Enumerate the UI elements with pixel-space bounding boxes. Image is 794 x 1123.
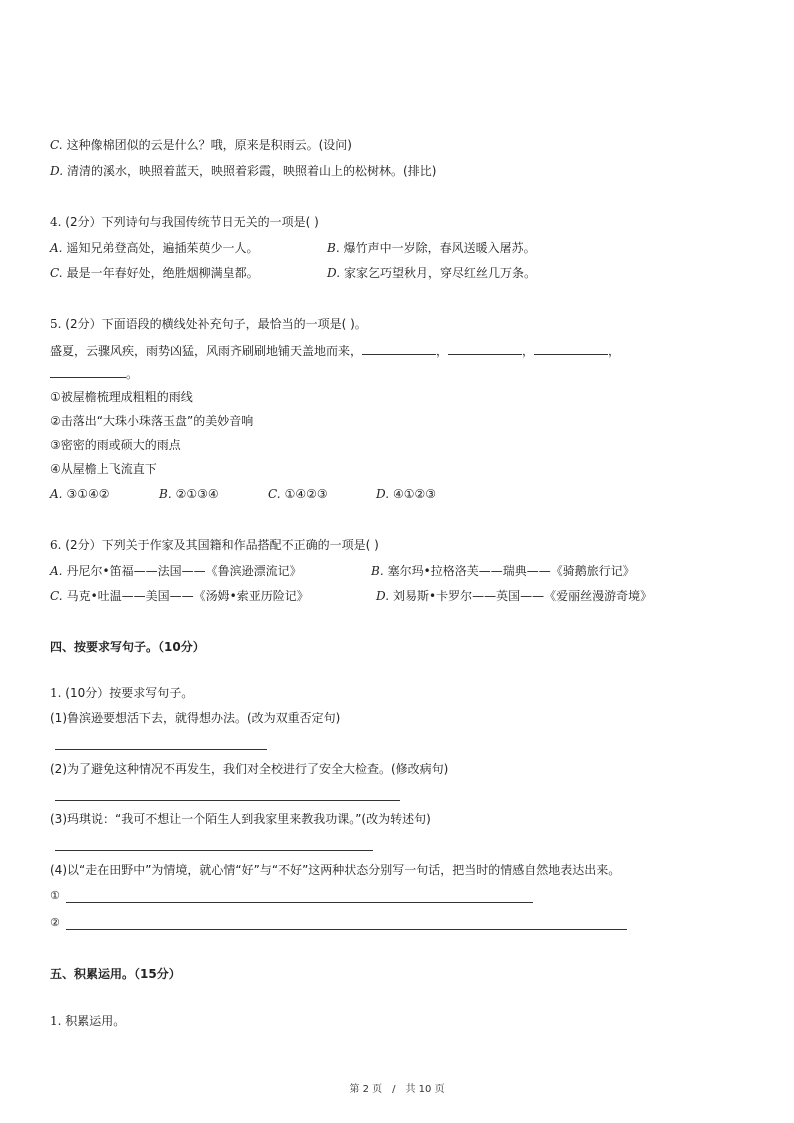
option-text: 家家乞巧望秋月，穿尽红丝几万条。 [344, 266, 537, 280]
option-text: 清清的溪水，映照着蓝天，映照着彩霞，映照着山上的松树林。(排比) [67, 164, 437, 178]
question-text: 积累运用。 [65, 1014, 126, 1028]
option-text: ③①④② [66, 487, 110, 501]
option-letter: A. [50, 241, 63, 255]
comma: ， [436, 344, 449, 358]
page-footer: 第 2 页 / 共 10 页 [349, 1084, 445, 1095]
q6-option-a [50, 563, 302, 579]
fill-blank-2 [448, 342, 522, 355]
question-number: 1. [50, 1014, 62, 1028]
option-text: 爆竹声中一岁除，春风送暖入屠苏。 [343, 241, 536, 255]
q4-option-a [50, 240, 259, 256]
sub-question-3: (3)玛琪说：“我可不想让一个陌生人到我家里来教我功课。”(改为转述句) [50, 812, 431, 826]
option-letter: C. [50, 589, 63, 603]
q4-option-c [50, 265, 259, 281]
option-text: ②①③④ [175, 487, 219, 501]
q4-option-d [327, 265, 536, 281]
question-number: 5. [50, 317, 62, 331]
option-letter: C. [50, 138, 63, 152]
option-letter: C. [268, 487, 281, 501]
answer-line-3 [55, 850, 373, 851]
q5-stem [50, 316, 367, 332]
option-text: 马克•吐温——美国——《汤姆•索亚历险记》 [66, 589, 309, 603]
q3-option-c [50, 137, 352, 153]
q5-item: ①被屋檐梳理成粗粗的雨线 [50, 390, 193, 404]
option-text: ④①②③ [393, 487, 437, 501]
answer-line-2 [55, 800, 400, 801]
q4-stem [50, 214, 319, 230]
option-letter: A. [50, 564, 63, 578]
answer-line-1 [55, 749, 267, 750]
period: 。 [126, 367, 139, 381]
option-text: 最是一年春好处，绝胜烟柳满皇都。 [66, 266, 259, 280]
answer-marker-1: ① [50, 889, 60, 902]
question-number: 6. [50, 538, 62, 552]
fill-blank-1 [362, 342, 436, 355]
question-text: (2分）下面语段的横线处补充句子，最恰当的一项是( )。 [65, 317, 367, 331]
sub-question-1: (1)鲁滨逊要想活下去，就得想办法。(改为双重否定句) [50, 711, 341, 725]
q5-item: ④从屋檐上飞流直下 [50, 462, 157, 476]
q5-item: ③密密的雨或硕大的雨点 [50, 438, 181, 452]
q5-passage [50, 342, 620, 359]
q5-item: ②击落出“大珠小珠落玉盘”的美妙音响 [50, 414, 254, 428]
fill-blank-3 [534, 342, 608, 355]
q6-option-c [50, 588, 309, 604]
option-text: 遥知兄弟登高处，遍插茱萸少一人。 [66, 241, 259, 255]
q5-option-a [50, 486, 110, 502]
option-letter: D. [327, 266, 341, 280]
comma: ， [608, 344, 621, 358]
option-letter: D. [50, 164, 64, 178]
question-number: 4. [50, 215, 62, 229]
passage-text: 盛夏，云骤风疾，雨势凶猛，风雨齐刷刷地铺天盖地而来， [50, 344, 363, 358]
question-text: (2分）下列关于作家及其国籍和作品搭配不正确的一项是( ) [65, 538, 379, 552]
option-text: 刘易斯•卡罗尔——英国——《爱丽丝漫游奇境》 [393, 589, 653, 603]
option-text: ①④②③ [284, 487, 328, 501]
section-5-title: 五、积累运用。（15分） [50, 967, 181, 981]
option-text: 丹尼尔•笛福——法国——《鲁滨逊漂流记》 [66, 564, 302, 578]
comma: ， [522, 344, 535, 358]
q6-stem [50, 537, 379, 553]
option-text: 塞尔玛•拉格洛芙——瑞典——《骑鹅旅行记》 [387, 564, 635, 578]
q5-option-c [268, 486, 328, 502]
q4-option-b [327, 240, 536, 256]
option-letter: A. [50, 487, 63, 501]
q5-passage-end [50, 365, 138, 382]
q5-option-b [159, 486, 219, 502]
option-letter: B. [327, 241, 340, 255]
option-text: 这种像棉团似的云是什么？哦，原来是积雨云。(设问) [66, 138, 352, 152]
q5-option-d [376, 486, 436, 502]
section-5-q1 [50, 1013, 125, 1029]
option-letter: D. [376, 589, 390, 603]
question-text: (10分）按要求写句子。 [65, 686, 194, 700]
option-letter: D. [376, 487, 390, 501]
option-letter: B. [159, 487, 172, 501]
sub-question-4: (4)以“走在田野中”为情境，就心情“好”与“不好”这两种状态分别写一句话，把当时的情感自然地表达出来。 [50, 863, 621, 877]
q6-option-d [376, 588, 652, 604]
question-text: (2分）下列诗句与我国传统节日无关的一项是( ) [65, 215, 319, 229]
q3-option-d [50, 163, 436, 179]
answer-line-5 [66, 929, 627, 930]
section-4-q1-stem [50, 685, 193, 701]
fill-blank-4 [50, 365, 126, 378]
q6-option-b [371, 563, 635, 579]
question-number: 1. [50, 686, 62, 700]
option-letter: B. [371, 564, 384, 578]
option-letter: C. [50, 266, 63, 280]
answer-line-4 [66, 902, 533, 903]
section-4-title: 四、按要求写句子。（10分） [50, 640, 205, 654]
answer-marker-2: ② [50, 916, 60, 929]
sub-question-2: (2)为了避免这种情况不再发生，我们对全校进行了安全大检查。(修改病句) [50, 762, 449, 776]
